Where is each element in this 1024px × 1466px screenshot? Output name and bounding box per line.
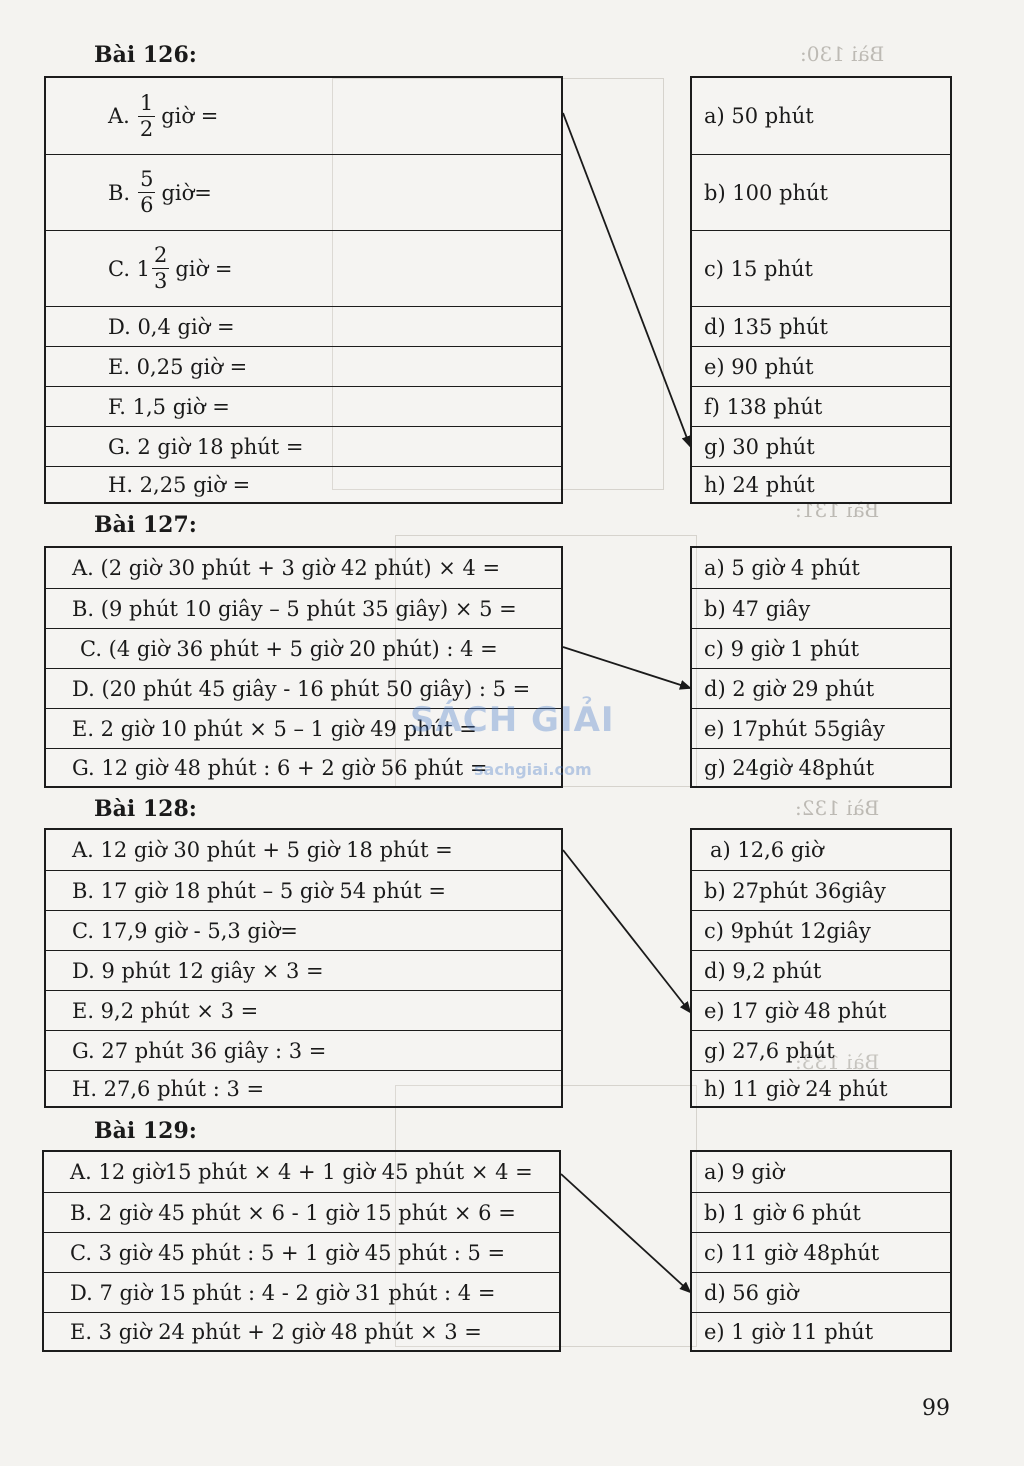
answer-row: h) 24 phút <box>692 466 950 502</box>
answer-row: g) 30 phút <box>692 426 950 466</box>
answer-row: a) 9 giờ <box>704 1160 785 1184</box>
answer-row: f) 138 phút <box>692 386 950 426</box>
question-row: A. (2 giờ 30 phút + 3 giờ 42 phút) × 4 = <box>72 556 501 580</box>
fraction-numerator: 1 <box>139 90 154 115</box>
answer-row: g) 27,6 phút <box>692 1030 950 1070</box>
question-row: C. 3 giờ 45 phút : 5 + 1 giờ 45 phút : 5 = <box>44 1232 559 1272</box>
question-row: G. 2 giờ 18 phút = <box>46 426 561 466</box>
answer-row: c) 15 phút <box>692 230 950 306</box>
exercise-127-heading: Bài 127: <box>94 512 197 538</box>
question-row: D. (20 phút 45 giây - 16 phút 50 giây) : 5 = <box>46 668 561 708</box>
answer-row: d) 56 giờ <box>692 1272 950 1312</box>
answer-row: e) 17 giờ 48 phút <box>692 990 950 1030</box>
answer-row: g) 24giờ 48phút <box>692 748 950 786</box>
question-row: A. 12 giờ15 phút × 4 + 1 giờ 45 phút × 4 = <box>70 1160 533 1184</box>
question-row: F. 1,5 giờ = <box>46 386 561 426</box>
answer-row: a) 12,6 giờ <box>710 838 824 862</box>
question-row: G. 27 phút 36 giây : 3 = <box>46 1030 561 1070</box>
exercise-129-heading: Bài 129: <box>94 1118 197 1144</box>
answer-row: d) 2 giờ 29 phút <box>692 668 950 708</box>
question-row: A. 12 giờ 30 phút + 5 giờ 18 phút = <box>72 838 453 862</box>
answer-row: a) 50 phút <box>704 104 814 128</box>
connector-arrow <box>563 850 690 1012</box>
exercise-126-heading: Bài 126: <box>94 42 197 68</box>
question-prefix: A. <box>108 104 130 128</box>
connector-arrow <box>563 647 690 688</box>
question-suffix: giờ= <box>161 180 212 205</box>
question-prefix: B. <box>108 180 131 205</box>
fraction-numerator: 5 <box>140 167 154 191</box>
question-row: E. 0,25 giờ = <box>46 346 561 386</box>
ghost-heading: Bài 131: <box>795 498 880 522</box>
question-row: C. (4 giờ 36 phút + 5 giờ 20 phút) : 4 = <box>46 628 561 668</box>
question-row: E. 2 giờ 10 phút × 5 – 1 giờ 49 phút = <box>46 708 561 748</box>
answer-row: d) 9,2 phút <box>692 950 950 990</box>
question-row: D. 7 giờ 15 phút : 4 - 2 giờ 31 phút : 4 = <box>44 1272 559 1312</box>
page-number: 99 <box>922 1396 950 1421</box>
answer-row: e) 17phút 55giây <box>692 708 950 748</box>
fraction-denominator: 3 <box>154 269 168 293</box>
question-row: G. 12 giờ 48 phút : 6 + 2 giờ 56 phút = <box>46 748 561 786</box>
answer-row: h) 11 giờ 24 phút <box>692 1070 950 1106</box>
ghost-heading: Bài 133: <box>795 1050 880 1074</box>
connector-arrow <box>563 113 690 446</box>
answer-row: c) 11 giờ 48phút <box>692 1232 950 1272</box>
fraction-denominator: 2 <box>139 116 154 141</box>
answer-row: b) 100 phút <box>692 154 950 230</box>
answer-row: a) 5 giờ 4 phút <box>704 556 860 580</box>
question-row: H. 27,6 phút : 3 = <box>46 1070 561 1106</box>
answer-row: b) 27phút 36giây <box>692 870 950 910</box>
ghost-heading: Bài 130: <box>800 42 885 66</box>
answer-row: d) 135 phút <box>692 306 950 346</box>
exercise-128-heading: Bài 128: <box>94 796 197 822</box>
question-row: H. 2,25 giờ = <box>46 466 561 502</box>
question-row: D. 0,4 giờ = <box>46 306 561 346</box>
question-row: C. 17,9 giờ - 5,3 giờ= <box>46 910 561 950</box>
question-suffix: giờ = <box>161 104 219 128</box>
question-row: D. 9 phút 12 giây × 3 = <box>46 950 561 990</box>
question-row: B. 2 giờ 45 phút × 6 - 1 giờ 15 phút × 6 = <box>44 1192 559 1232</box>
watermark-url: sachgiai.com <box>474 760 592 779</box>
watermark-brand: SÁCH GIẢI <box>410 700 615 740</box>
question-row: E. 3 giờ 24 phút + 2 giờ 48 phút × 3 = <box>44 1312 559 1350</box>
answer-row: c) 9phút 12giây <box>692 910 950 950</box>
answer-row: b) 1 giờ 6 phút <box>692 1192 950 1232</box>
answer-row: c) 9 giờ 1 phút <box>692 628 950 668</box>
answer-row: e) 1 giờ 11 phút <box>692 1312 950 1350</box>
fraction-denominator: 6 <box>140 193 154 217</box>
question-prefix: C. 1 <box>108 256 151 281</box>
question-row: E. 9,2 phút × 3 = <box>46 990 561 1030</box>
question-row: B. (9 phút 10 giây – 5 phút 35 giây) × 5 = <box>46 588 561 628</box>
question-row: B. 17 giờ 18 phút – 5 giờ 54 phút = <box>46 870 561 910</box>
question-suffix: giờ = <box>175 256 233 281</box>
answer-row: b) 47 giây <box>692 588 950 628</box>
connector-arrow <box>561 1174 690 1292</box>
ghost-heading: Bài 132: <box>795 796 880 820</box>
answer-row: e) 90 phút <box>692 346 950 386</box>
fraction-numerator: 2 <box>154 243 168 267</box>
